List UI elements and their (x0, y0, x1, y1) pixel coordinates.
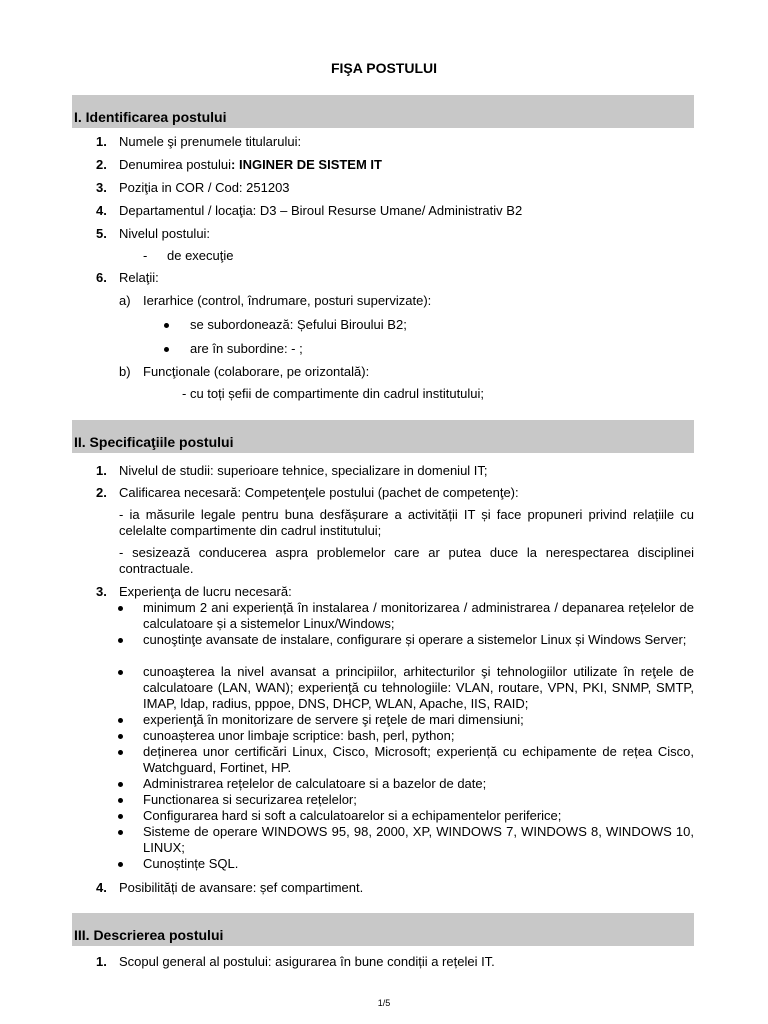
item-number: 6. (96, 270, 107, 285)
bullet-text: are în subordine: - ; (190, 341, 303, 356)
bullet-icon (118, 606, 123, 611)
job-title: : INGINER DE SISTEM IT (231, 157, 382, 172)
bullet-icon (118, 798, 123, 803)
item-text: Numele şi prenumele titularului: (119, 134, 302, 149)
bullet-icon (118, 862, 123, 867)
item-number: 1. (96, 954, 107, 969)
sublist-marker: b) (119, 364, 131, 379)
bullet-icon (118, 750, 123, 755)
bullet-icon (118, 638, 123, 643)
experience-bullet: Administrarea rețelelor de calculatoare si a bazelor de date; (143, 776, 487, 791)
item-label: Denumirea postului (119, 157, 232, 172)
experience-bullet: cunoașterea unor limbaje scriptice: bash, perl, python; (143, 728, 455, 743)
item-text: Departamentul / locaţia: D3 – Biroul Resurse Umane/ Administrativ B2 (119, 203, 523, 218)
bullet-icon (118, 718, 123, 723)
section-header-label: II. Specificaţiile postului (74, 434, 234, 450)
item-text (119, 157, 382, 173)
experience-bullet: Configurarea hard si soft a calculatoarelor si a echipamentelor periferice; (143, 808, 562, 823)
document-title: FIŞA POSTULUI (330, 60, 438, 76)
experience-bullet: Sisteme de operare WINDOWS 95, 98, 2000, XP, WINDOWS 7, WINDOWS 8, WINDOWS 10, LINUX; (143, 824, 694, 855)
item-text: Poziţia in COR / Cod: 251203 (119, 180, 290, 195)
level-value: de execuţie (167, 248, 234, 263)
item-number: 3. (96, 584, 107, 599)
item-number: 2. (96, 485, 107, 500)
bullet-text: se subordonează: Șefului Biroului B2; (190, 317, 407, 332)
relation-b-detail: - cu toți șefii de compartimente din cadrul institutului; (182, 386, 485, 401)
item-number: 1. (96, 463, 107, 478)
item-text: Posibilități de avansare: șef compartiment. (119, 880, 364, 895)
item-text: Nivelul postului: (119, 226, 211, 241)
item-number: 4. (96, 203, 107, 218)
experience-bullet: cunoştinţe avansate de instalare, configurare și operare a sistemelor Linux și Windows Server; (143, 632, 687, 647)
page-number: 1/5 (377, 998, 391, 1008)
item-text: Relaţii: (119, 270, 159, 285)
section-header-label: III. Descrierea postului (74, 927, 224, 943)
experience-bullet: Cunoștințe SQL. (143, 856, 239, 871)
item-number: 3. (96, 180, 107, 195)
bullet-icon (118, 782, 123, 787)
item-text: Nivelul de studii: superioare tehnice, specializare in domeniul IT; (119, 463, 488, 478)
competence-paragraph: - sesizează conducerea aspra problemelor care ar putea duce la nerespectarea disciplinei contractuale. (119, 545, 694, 576)
relation-a-text: Ierarhice (control, îndrumare, posturi supervizate): (143, 293, 432, 308)
item-text: Calificarea necesară: Competenţele postului (pachet de competenţe): (119, 485, 519, 500)
section-header-identificare (72, 95, 694, 128)
relation-b-text: Funcţionale (colaborare, pe orizontală): (143, 364, 370, 379)
experience-bullet: cunoaşterea la nivel avansat a principiilor, arhitecturilor şi tehnologiilor utilizate în reţele de calculatoare (LAN, WAN); experienţă cu tehnologiile: VLAN, routare, VPN, PKI, SNMP, SMTP, IMAP, ldap, radius, pppoe, DNS, DHCP, WLAN, Apache, IIS, RAID; (143, 664, 694, 711)
experience-bullet: deținerea unor certificări Linux, Cisco, Microsoft; experiență cu echipamente de rețea Cisco, Watchguard, Fortinet, HP. (143, 744, 694, 775)
bullet-icon (118, 734, 123, 739)
section-header-specificatii (72, 420, 694, 453)
experience-bullet: minimum 2 ani experiență în instalarea / monitorizarea / administrarea / depanarea rețelelor de calculatoare și a sistemelor Linux/Windows; (143, 600, 694, 631)
dash-marker: - (143, 248, 148, 263)
section-header-descriere (72, 913, 694, 946)
experience-bullet: Functionarea si securizarea rețelelor; (143, 792, 357, 807)
item-text: Scopul general al postului: asigurarea în bune condiții a rețelei IT. (119, 954, 495, 969)
bullet-icon (164, 347, 169, 352)
bullet-icon (164, 323, 169, 328)
item-number: 5. (96, 226, 107, 241)
item-number: 1. (96, 134, 107, 149)
bullet-icon (118, 670, 123, 675)
competence-paragraph: - ia măsurile legale pentru buna desfășurare a activității IT și face propuneri privind relațiile cu celelalte compartimente din cadrul institutului; (119, 507, 694, 538)
section-header-label: I. Identificarea postului (74, 109, 227, 125)
sublist-marker: a) (119, 293, 131, 308)
item-text: Experienţa de lucru necesară: (119, 584, 292, 599)
item-number: 4. (96, 880, 107, 895)
bullet-icon (118, 830, 123, 835)
item-number: 2. (96, 157, 107, 172)
experience-bullet: experienţă în monitorizare de servere şi reţele de mari dimensiuni; (143, 712, 524, 727)
bullet-icon (118, 814, 123, 819)
